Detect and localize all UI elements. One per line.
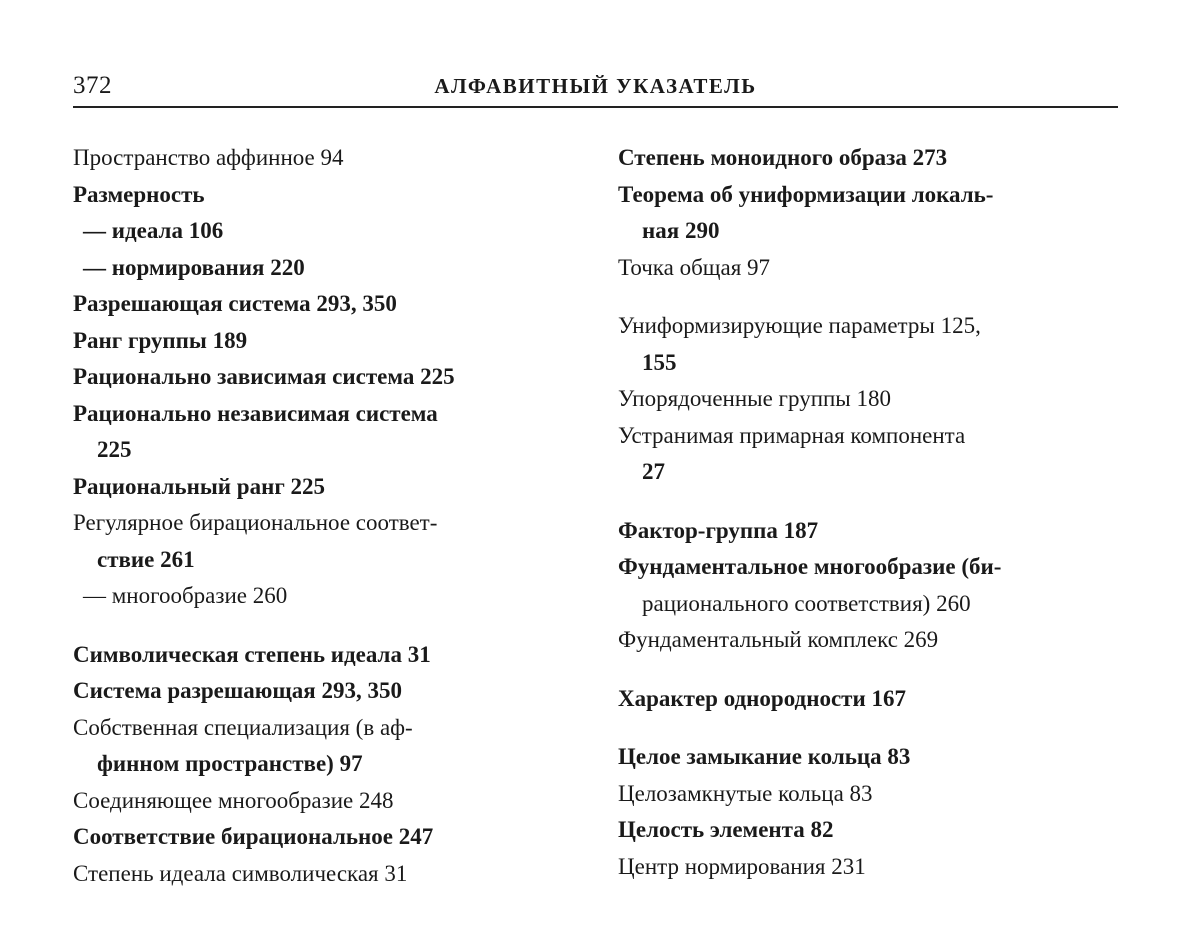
index-entry: Степень идеала символическая 31 [73, 860, 408, 886]
index-entry: Размерность [73, 181, 205, 207]
index-entry: Фактор-группа 187 [618, 517, 819, 543]
index-entry: Характер однородности 167 [618, 685, 906, 711]
index-entry-continuation: 155 [642, 349, 677, 375]
index-entry: Рационально независимая система [73, 400, 438, 426]
index-entry-continuation: финном пространстве) 97 [97, 751, 363, 776]
index-entry: Целозамкнутые кольца 83 [618, 780, 873, 806]
index-entry: Регулярное бирациональное соответ- [73, 510, 438, 535]
page-number: 372 [73, 72, 112, 99]
index-entry: Соответствие бирациональное 247 [73, 824, 434, 849]
index-entry: Соединяющее многообразие 248 [73, 787, 394, 813]
index-entry: Устранимая примарная компонента [618, 422, 966, 448]
index-subentry: — идеала 106 [83, 218, 224, 243]
index-entry-continuation: 27 [642, 459, 665, 484]
index-entry: Пространство аффинное 94 [73, 145, 344, 170]
index-entry: Собственная специализация (в аф- [73, 714, 413, 740]
index-subentry: — нормирования 220 [83, 254, 305, 280]
index-entry-continuation: 225 [97, 437, 132, 462]
index-entry: Фундаментальное многообразие (би- [618, 554, 1002, 579]
index-entry: Фундаментальный комплекс 269 [618, 627, 939, 652]
index-entry: Упорядоченные группы 180 [618, 386, 892, 411]
index-entry-continuation: рационального соответствия) 260 [642, 590, 971, 616]
index-entry-continuation: ствие 261 [97, 546, 195, 572]
index-column-left [73, 140, 573, 892]
index-entry: Разрешающая система 293, 350 [73, 291, 397, 316]
index-entry: Теорема об униформизации локаль- [618, 181, 994, 207]
page-header [73, 66, 1118, 102]
index-entry: Ранг группы 189 [73, 327, 248, 353]
index-entry-continuation: ная 290 [642, 218, 720, 243]
index-entry: Точка общая 97 [618, 254, 771, 280]
index-entry: Целость элемента 82 [618, 817, 834, 842]
index-entry: Рационально зависимая система 225 [73, 364, 455, 389]
index-entry: Центр нормирования 231 [618, 853, 866, 879]
index-entry: Рациональный ранг 225 [73, 473, 326, 499]
header-rule [73, 106, 1118, 108]
index-entry: Униформизирующие параметры 125, [618, 313, 981, 338]
index-subentry: — многообразие 260 [83, 583, 288, 608]
index-entry: Система разрешающая 293, 350 [73, 678, 402, 703]
index-column-right [618, 140, 1118, 885]
index-entry: Степень моноидного образа 273 [618, 145, 948, 170]
index-entry: Символическая степень идеала 31 [73, 641, 431, 667]
running-title: АЛФАВИТНЫЙ УКАЗАТЕЛЬ [434, 74, 757, 98]
index-entry: Целое замыкание кольца 83 [618, 744, 911, 769]
